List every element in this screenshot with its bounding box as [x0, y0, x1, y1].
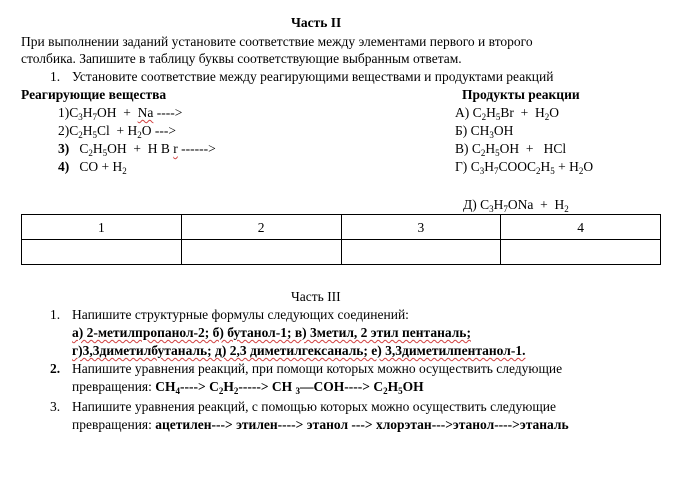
- product-b-formula: $CH_3OH$: [470, 123, 514, 140]
- part2-instruction-line2: столбика. Запишите в таблицу буквы соответствующие выбранным ответам.: [21, 51, 462, 66]
- product-c-letter: В): [455, 141, 469, 156]
- part3-task3-chain: [72, 416, 569, 433]
- part3-task3-chain-text: ацетилен---> этилен----> этанол ---> хлорэтан--->этанол---->этаналь: [155, 417, 569, 432]
- product-a-formula: $C_2H_5Br + H_2O$: [472, 105, 560, 122]
- part2-task1-text: Установите соответствие между реагирующими веществами и продуктами реакций: [72, 69, 554, 84]
- product-c: [455, 140, 566, 157]
- reactant-1-formula: $C_3H_7OH + Na$ ---->: [69, 105, 183, 122]
- part3-task3-chain-label: превращения:: [72, 417, 152, 432]
- part3-task2-text: Напишите уравнения реакций, при помощи которых можно осуществить следующие: [72, 361, 563, 376]
- part3-title: Часть III: [291, 289, 341, 304]
- answer-table-header-row: [22, 215, 661, 240]
- part2-task1-number: 1.: [50, 69, 61, 84]
- reactant-4-formula: CO + $H_2$: [69, 159, 127, 176]
- part3-compounds-line2-text: г)3,3диметилбутаналь; д) 2,3 диметилгексаналь; е) 3,3диметилпентанол-1.: [72, 343, 526, 358]
- product-b-letter: Б): [455, 123, 468, 138]
- part3-task2-chain-formula: $CH_4----> C_2H_2----->$ CH $_3$—COH----> $C_2H_5OH$: [155, 379, 424, 396]
- part3-task3-number: 3.: [50, 399, 61, 414]
- product-e: [463, 196, 569, 213]
- part3-compounds-line1: [72, 324, 471, 341]
- answer-cell-2[interactable]: [181, 240, 341, 265]
- reactant-3-number: 3): [58, 141, 70, 156]
- reactant-4: [58, 158, 127, 175]
- answer-cell-1[interactable]: [22, 240, 182, 265]
- part2-instruction-line1: При выполнении заданий установите соответствие между элементами первого и второго: [21, 34, 533, 49]
- product-d-formula: $C_3H_7COOC_2H_5 + H_2O$: [470, 159, 594, 176]
- part3-task1-text: Напишите структурные формулы следующих соединений:: [72, 307, 409, 322]
- reactant-3-formula: $C_2H_5OH + H$ B r ------>: [69, 141, 216, 158]
- reactant-2: [58, 122, 176, 139]
- product-e-letter: Д): [463, 197, 477, 212]
- reactant-1: [58, 104, 182, 121]
- part2-title: Часть II: [291, 15, 342, 30]
- answer-table: [21, 214, 661, 265]
- part3-task1-number: 1.: [50, 307, 61, 322]
- part3-task2-chain: [72, 378, 424, 395]
- products-header: Продукты реакции: [462, 87, 580, 102]
- product-a-letter: А): [455, 105, 470, 120]
- part3-compounds-line1-text: а) 2-метилпропанол-2; б) бутанол-1; в) 3метил, 2 этил пентаналь;: [72, 325, 471, 340]
- reactant-2-formula: $C_2H_5Cl + H_2O$ --->: [69, 123, 176, 140]
- product-a: [455, 104, 559, 121]
- answer-header-4: 4: [501, 215, 661, 240]
- answer-header-2: 2: [181, 215, 341, 240]
- answer-table-answer-row: [22, 240, 661, 265]
- answer-cell-3[interactable]: [341, 240, 501, 265]
- reactants-header: Реагирующие вещества: [21, 87, 167, 102]
- product-c-formula: $C_2H_5OH$ + HCl: [471, 141, 567, 158]
- answer-header-3: 3: [341, 215, 501, 240]
- answer-cell-4[interactable]: [501, 240, 661, 265]
- part3-task2-chain-label: превращения:: [72, 379, 152, 394]
- product-d-letter: Г): [455, 159, 468, 174]
- part3-task3-text: Напишите уравнения реакций, с помощью которых можно осуществить следующие: [72, 399, 556, 414]
- reactant-2-number: 2): [58, 123, 70, 138]
- part3-compounds-line2: [72, 342, 525, 359]
- answer-header-1: 1: [22, 215, 182, 240]
- product-e-formula: $C_3H_7ONa + H_2$: [480, 197, 569, 214]
- reactant-1-number: 1): [58, 105, 70, 120]
- product-b: [455, 122, 513, 139]
- reactant-4-number: 4): [58, 159, 70, 174]
- reactant-3: [58, 140, 216, 157]
- part3-task2-number: 2.: [50, 361, 61, 376]
- product-d: [455, 158, 593, 175]
